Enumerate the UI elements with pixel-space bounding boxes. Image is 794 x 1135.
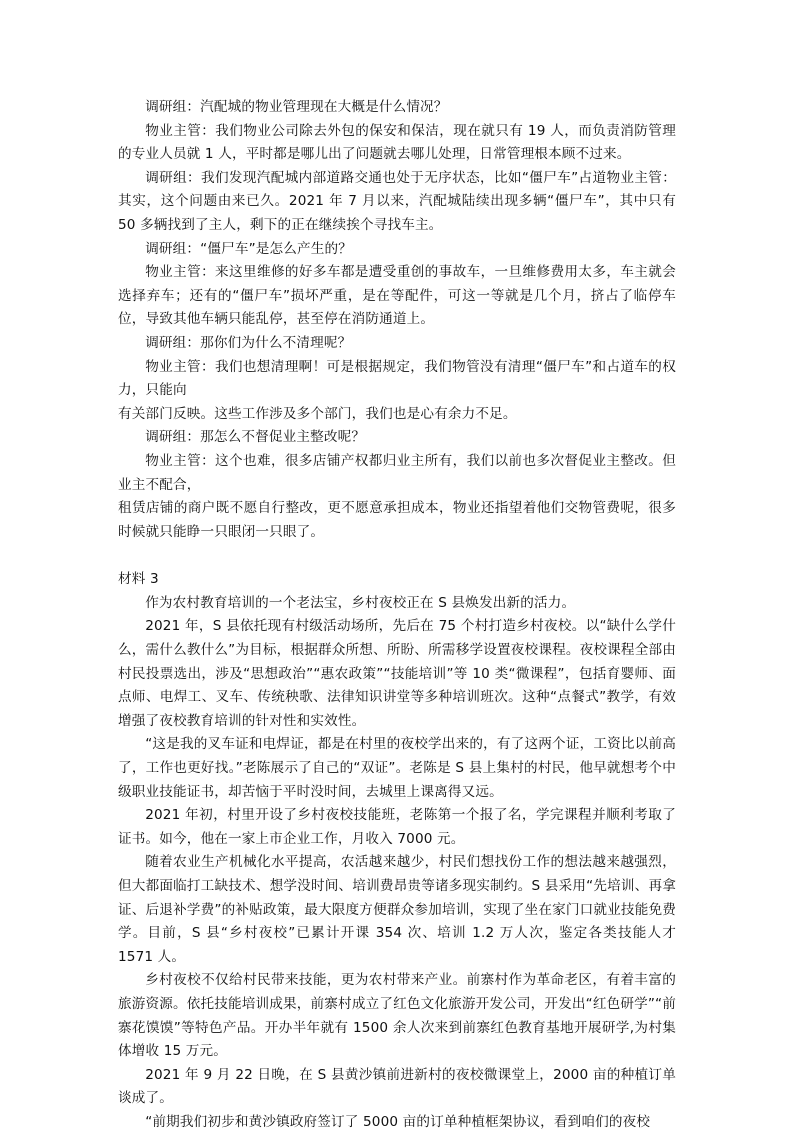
interview-section [118,96,676,544]
paragraph: “前期我们初步和黄沙镇政府签订了 5000 亩的订单种植框架协议，看到咱们的夜校 [145,1113,651,1130]
document-page [118,96,676,1135]
paragraph: 物业主管：这个也难，很多店铺产权都归业主所有，我们以前也多次督促业主整改。但业主不配合， [118,452,676,493]
paragraph: 调研组：“僵尸车”是怎么产生的？ [145,240,352,257]
paragraph: 租赁店铺的商户既不愿自行整改，更不愿意承担成本，物业还指望着他们交物管费呢，很多时候就只能睁一只眼闭一只眼了。 [118,500,676,540]
paragraph: 调研组：汽配城的物业管理现在大概是什么情况？ [145,99,448,115]
spacer [118,544,676,568]
paragraph: 调研组：我们发现汽配城内部道路交通也处于无序状态，比如“僵尸车”占道物业主管：其实，这个问题由来已久。2021 年 7 月以来，汽配城陆续出现多辆“僵尸车”，其中只有 50 多辆找到了主人，剩下的正在继续挨个寻找车主。 [118,169,676,233]
paragraph: 调研组：那怎么不督促业主整改呢？ [145,429,366,446]
paragraph: 有关部门反映。这些工作涉及多个部门，我们也是心有余力不足。 [118,405,517,422]
paragraph: 物业主管：来这里维修的好多车都是遭受重创的事故车，一旦维修费用太多，车主就会选择弃车；还有的“僵尸车”损坏严重，是在等配件，可这一等就是几个月，挤占了临停车位，导致其他车辆只能乱停，甚至停在消防通道上。 [118,264,676,328]
paragraph: “这是我的叉车证和电焊证，都是在村里的夜校学出来的，有了这两个证，工资比以前高了，工作也更好找。”老陈展示了自己的“双证”。老陈是 S 县上集村的村民，他早就想考个中级职业技能证书，却苦恼于平时没时间，去城里上课离得又远。 [118,736,676,800]
paragraph: 2021 年初，村里开设了乡村夜校技能班，老陈第一个报了名，学完课程并顺利考取了证书。如今，他在一家上市企业工作，月收入 7000 元。 [118,807,676,847]
paragraph: 随着农业生产机械化水平提高，农活越来越少，村民们想找份工作的想法越来越强烈，但大都面临打工缺技术、想学没时间、培训费昂贵等诸多现实制约。S 县采用“先培训、再拿证、后退补学费”的补贴政策，最大限度方便群众参加培训，实现了坐在家门口就业技能免费学。目前，S 县“乡村夜校”已累计开课 354 次、培训 1.2 万人次，鉴定各类技能人才 1571 人。 [118,854,676,965]
paragraph: 2021 年 9 月 22 日晚，在 S 县黄沙镇前进新村的夜校微课堂上，2000 亩的种植订单谈成了。 [118,1066,676,1107]
paragraph: 2021 年，S 县依托现有村级活动场所，先后在 75 个村打造乡村夜校。以“缺什么学什么，需什么教什么”为目标，根据群众所想、所盼、所需移学设置夜校课程。夜校课程全部由村民投票选出，涉及“思想政治”“惠农政策”“技能培训”等 10 类“微课程”，包括育婴师、面点师、电焊工、叉车、传统秧歌、法律知识讲堂等多种培训班次。这种“点餐式”教学，有效增强了夜校教育培训的针对性和实效性。 [118,618,676,729]
paragraph: 作为农村教育培训的一个老法宝，乡村夜校正在 S 县焕发出新的活力。 [145,594,576,611]
paragraph: 乡村夜校不仅给村民带来技能，更为农村带来产业。前寨村作为革命老区，有着丰富的旅游资源。依托技能培训成果，前寨村成立了红色文化旅游开发公司，开发出“红色研学”“前寨花馍馍”等特色产品。开办半年就有 1500 余人次来到前寨红色教育基地开展研学,为村集体增收 15 万元。 [118,972,676,1060]
material-3-section [118,592,676,1135]
paragraph: 物业主管：我们物业公司除去外包的保安和保洁，现在就只有 19 人，而负责消防管理的专业人员就 1 人，平时都是哪儿出了问题就去哪儿处理，日常管理根本顾不过来。 [118,122,676,163]
paragraph: 调研组：那你们为什么不清理呢？ [145,334,352,351]
material-heading: 材料 3 [118,571,159,588]
paragraph: 物业主管：我们也想清理啊！可是根据规定，我们物管没有清理“僵尸车”和占道车的权力，只能向 [118,358,676,399]
